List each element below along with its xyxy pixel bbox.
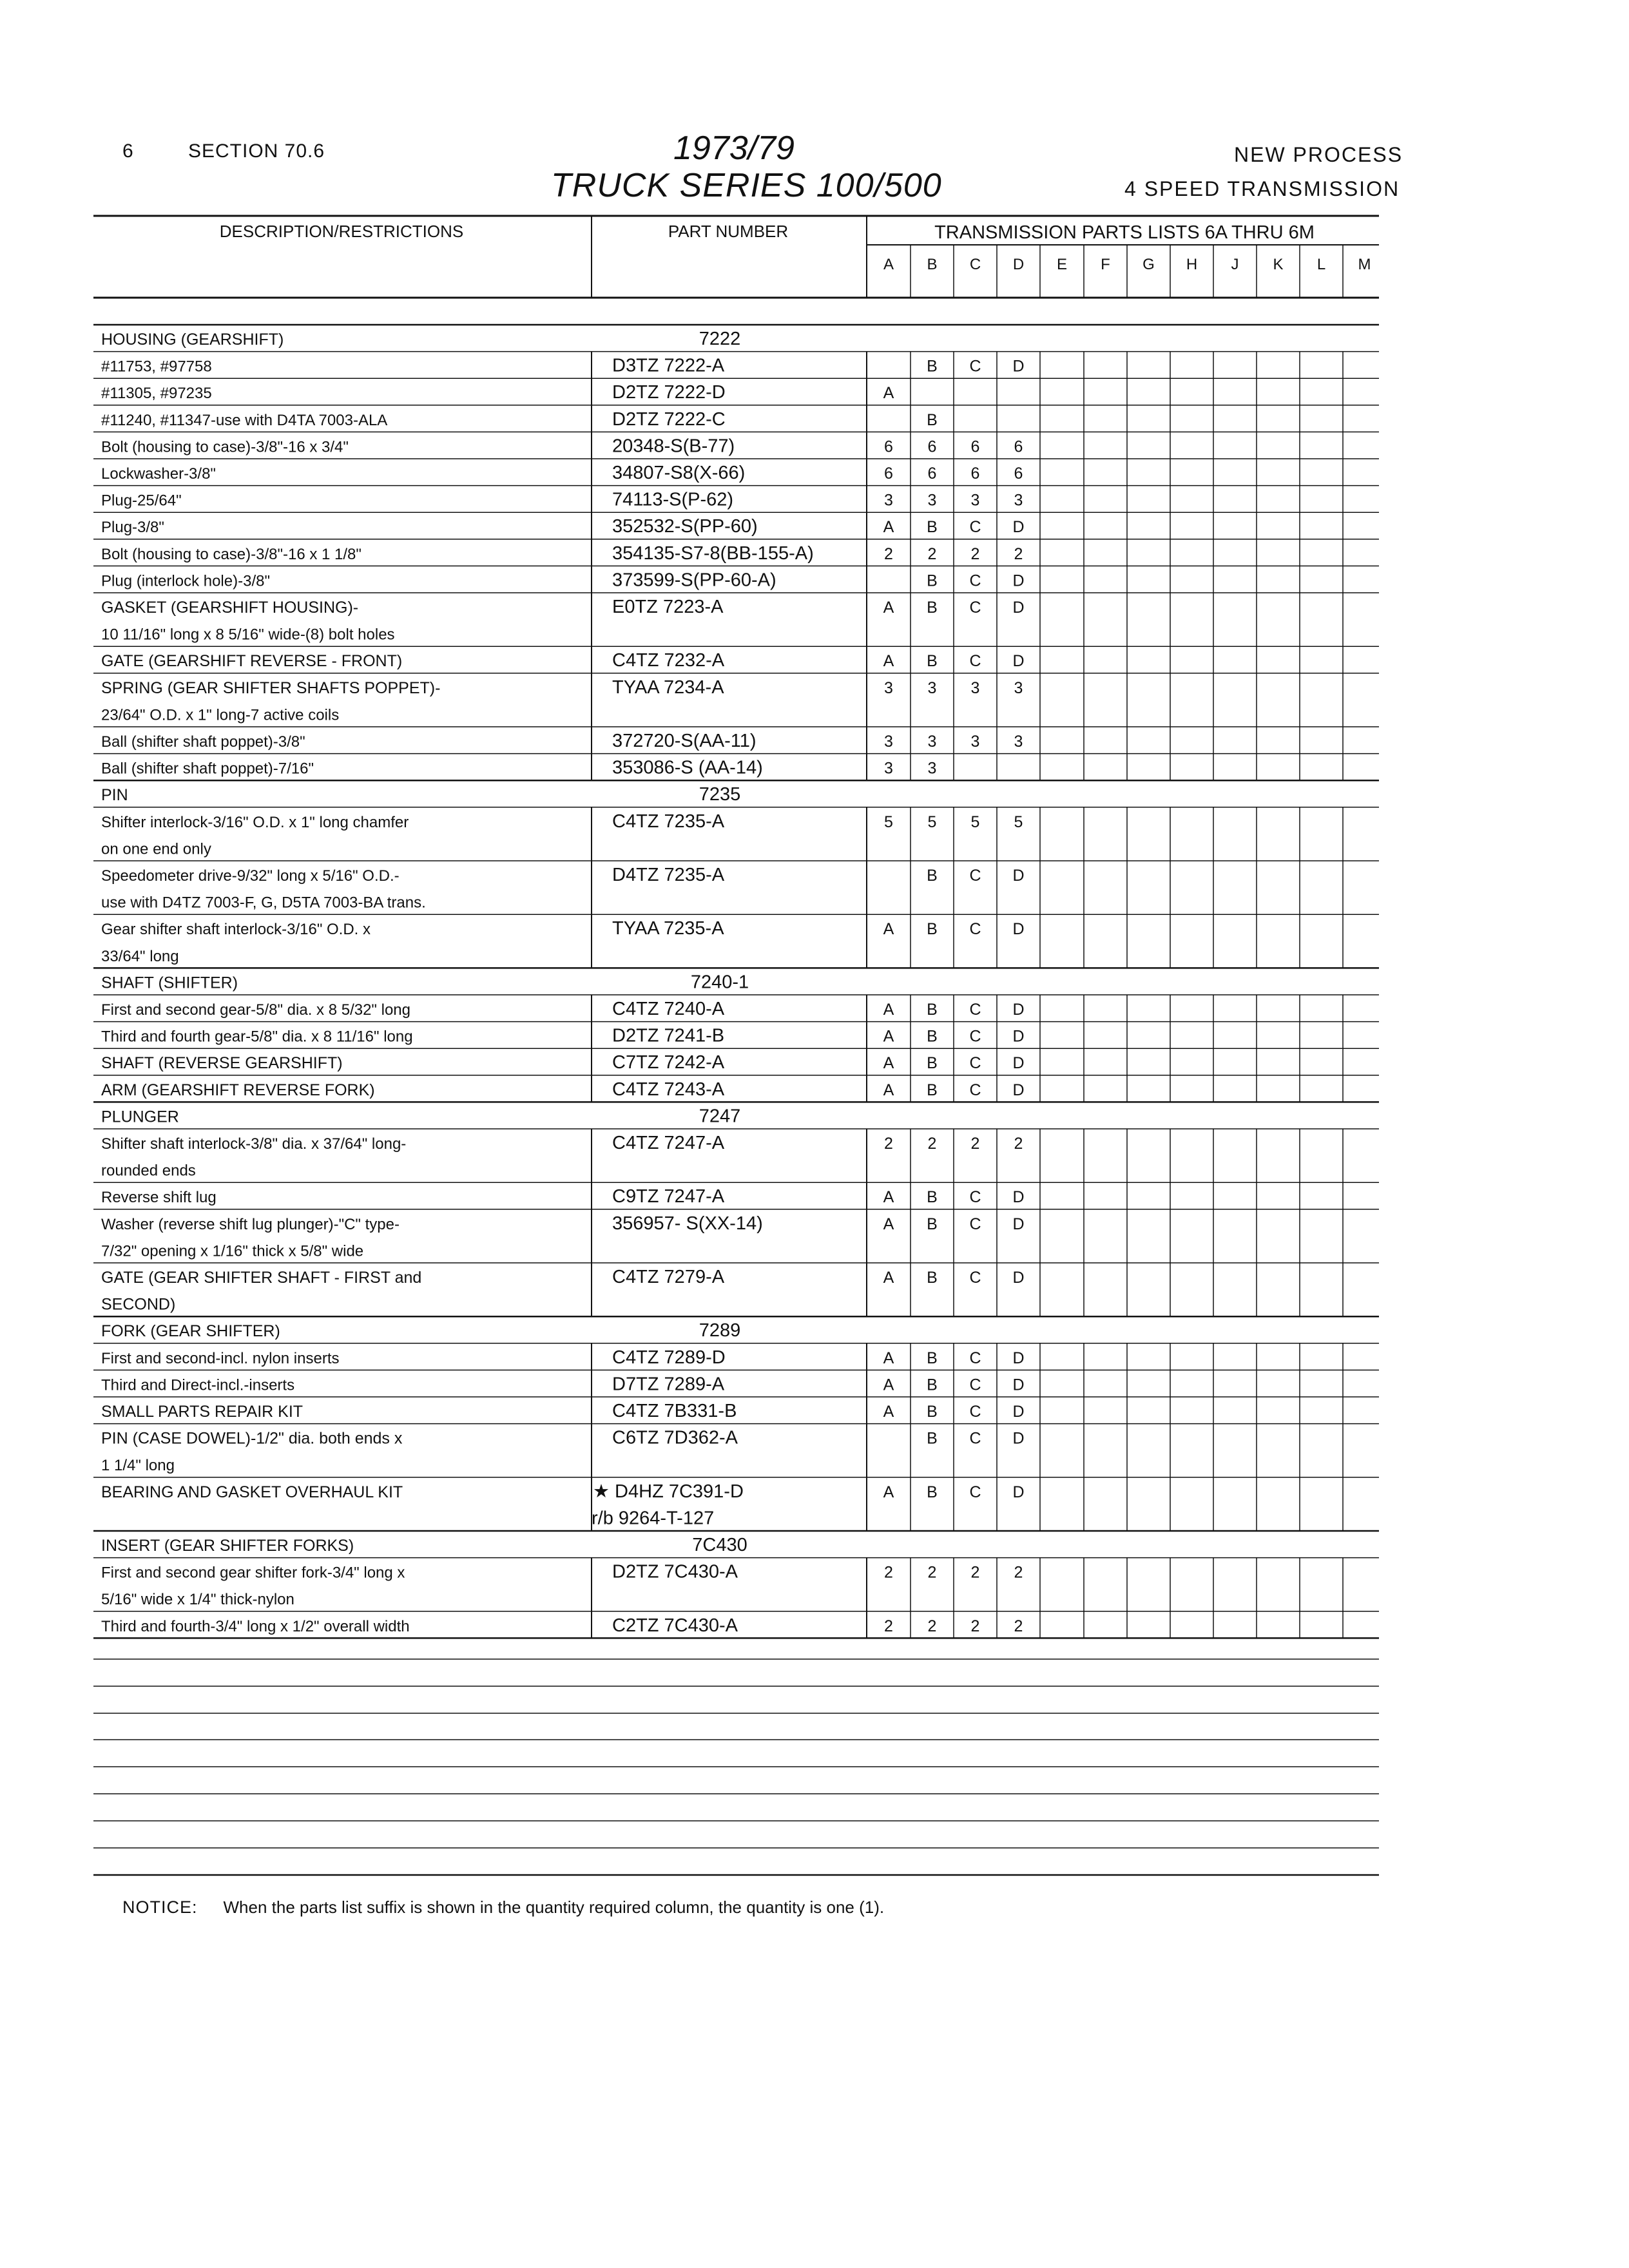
row-quantity: D <box>1012 572 1025 590</box>
row-part-number: D2TZ 7222-C <box>612 408 726 430</box>
row-description: use with D4TZ 7003-F, G, D5TA 7003-BA trans. <box>101 894 426 912</box>
notice-text: When the parts list suffix is shown in the quantity required column, the quantity is one (1). <box>223 1898 885 1917</box>
row-quantity: A <box>883 1001 894 1019</box>
row-quantity: 6 <box>1014 437 1023 456</box>
row-description: GATE (GEAR SHIFTER SHAFT - FIRST and <box>101 1269 422 1287</box>
transmission-label: 4 SPEED TRANSMISSION <box>1124 177 1400 200</box>
row-quantity: C <box>969 1269 981 1287</box>
row-description: First and second gear shifter fork-3/4" long x <box>101 1564 405 1582</box>
row-part-number: 373599-S(PP-60-A) <box>612 570 776 591</box>
row-description: #11240, #11347-use with D4TA 7003-ALA <box>101 411 388 429</box>
row-description: 33/64" long <box>101 947 179 965</box>
row-quantity: A <box>883 1081 894 1099</box>
row-quantity: 5 <box>1014 812 1023 831</box>
row-quantity: A <box>883 599 894 617</box>
row-description: 1 1/4" long <box>101 1457 175 1475</box>
row-quantity: 5 <box>927 812 937 831</box>
row-part-number: 352532-S(PP-60) <box>612 516 758 537</box>
row-quantity: D <box>1012 1054 1025 1073</box>
row-part-number: D2TZ 7222-D <box>612 382 726 403</box>
list-letter-j: J <box>1231 256 1239 273</box>
row-quantity: B <box>927 1349 938 1367</box>
row-quantity: 3 <box>884 759 893 778</box>
row-quantity: 3 <box>970 491 980 510</box>
row-quantity: B <box>927 1027 938 1046</box>
row-quantity: 6 <box>884 465 893 483</box>
row-quantity: A <box>883 1188 894 1207</box>
row-description: SHAFT (REVERSE GEARSHIFT) <box>101 1054 343 1073</box>
row-part-number: C4TZ 7279-A <box>612 1267 725 1287</box>
row-part-number: 34807-S8(X-66) <box>612 463 746 483</box>
row-quantity: B <box>927 652 938 671</box>
row-quantity: B <box>927 1188 938 1207</box>
row-part-number: C4TZ 7289-D <box>612 1347 726 1368</box>
row-quantity: D <box>1012 920 1025 939</box>
row-quantity: A <box>883 384 894 403</box>
row-quantity: D <box>1012 1429 1025 1448</box>
row-quantity: C <box>969 572 981 590</box>
list-letter-g: G <box>1142 256 1155 273</box>
row-part-number: 7235 <box>699 784 741 805</box>
row-quantity: D <box>1012 652 1025 671</box>
row-description: PIN <box>101 786 128 805</box>
row-quantity: D <box>1012 1269 1025 1287</box>
row-quantity: B <box>927 410 938 429</box>
row-quantity: 2 <box>970 544 980 563</box>
row-description: Speedometer drive-9/32" long x 5/16" O.D.- <box>101 867 400 885</box>
row-quantity: 3 <box>927 759 937 778</box>
row-description: 23/64" O.D. x 1" long-7 active coils <box>101 706 340 724</box>
row-description: Plug-3/8" <box>101 519 164 537</box>
row-quantity: A <box>883 652 894 671</box>
row-quantity: B <box>927 1001 938 1019</box>
row-quantity: B <box>927 1483 938 1501</box>
row-quantity: B <box>927 1403 938 1421</box>
row-description: Plug (interlock hole)-3/8" <box>101 572 270 590</box>
list-letter-a: A <box>883 256 894 273</box>
row-quantity: C <box>969 652 981 671</box>
row-quantity: 3 <box>927 678 937 697</box>
list-letter-e: E <box>1056 256 1068 273</box>
row-quantity: A <box>883 1215 894 1233</box>
row-description: PLUNGER <box>101 1108 179 1126</box>
row-part-number: 354135-S7-8(BB-155-A) <box>612 543 814 564</box>
row-quantity: B <box>927 1081 938 1099</box>
row-part-number: D7TZ 7289-A <box>612 1374 725 1395</box>
row-description: GASKET (GEARSHIFT HOUSING)- <box>101 599 359 617</box>
row-description: Plug-25/64" <box>101 492 182 510</box>
row-quantity: 6 <box>884 437 893 456</box>
row-quantity: 2 <box>884 1563 893 1582</box>
row-part-number: 372720-S(AA-11) <box>612 731 757 751</box>
row-description: on one end only <box>101 840 211 858</box>
row-description: 7/32" opening x 1/16" thick x 5/8" wide <box>101 1242 364 1260</box>
row-quantity: A <box>883 518 894 537</box>
row-description: 10 11/16" long x 8 5/16" wide-(8) bolt holes <box>101 626 395 644</box>
list-letter-m: M <box>1358 256 1371 273</box>
row-quantity: 2 <box>884 544 893 563</box>
row-quantity: A <box>883 1349 894 1367</box>
row-quantity: C <box>969 1188 981 1207</box>
row-quantity: C <box>969 1081 981 1099</box>
row-quantity: 3 <box>970 678 980 697</box>
row-description: Lockwasher-3/8" <box>101 465 216 483</box>
row-quantity: C <box>969 1001 981 1019</box>
row-quantity: C <box>969 357 981 376</box>
row-quantity: 2 <box>1014 1563 1023 1582</box>
description-header: DESCRIPTION/RESTRICTIONS <box>219 222 464 241</box>
row-part-number: D3TZ 7222-A <box>612 355 725 376</box>
part-number-header: PART NUMBER <box>668 222 789 241</box>
lists-title: TRANSMISSION PARTS LISTS 6A THRU 6M <box>934 222 1315 243</box>
row-description: HOUSING (GEARSHIFT) <box>101 331 284 349</box>
row-quantity: C <box>969 920 981 939</box>
row-part-number: E0TZ 7223-A <box>612 597 724 617</box>
row-quantity: 3 <box>927 491 937 510</box>
row-quantity: D <box>1012 867 1025 885</box>
row-quantity: A <box>883 1027 894 1046</box>
row-part-number: C4TZ 7243-A <box>612 1079 725 1100</box>
row-quantity: D <box>1012 1483 1025 1501</box>
row-quantity: D <box>1012 1027 1025 1046</box>
row-quantity: B <box>927 518 938 537</box>
row-description: First and second gear-5/8" dia. x 8 5/32" long <box>101 1001 410 1019</box>
list-letter-d: D <box>1012 256 1025 273</box>
row-quantity: D <box>1012 357 1025 376</box>
row-quantity: 2 <box>970 1563 980 1582</box>
row-part-number: C6TZ 7D362-A <box>612 1427 738 1448</box>
row-quantity: D <box>1012 518 1025 537</box>
row-quantity: 2 <box>927 544 937 563</box>
row-part-number: 356957- S(XX-14) <box>612 1213 763 1234</box>
row-quantity: C <box>969 518 981 537</box>
row-quantity: 3 <box>884 733 893 751</box>
row-part-number: r/b 9264-T-127 <box>592 1508 715 1529</box>
row-description: SHAFT (SHIFTER) <box>101 974 238 992</box>
row-quantity: 3 <box>884 491 893 510</box>
row-quantity: B <box>927 357 938 376</box>
row-description: First and second-incl. nylon inserts <box>101 1349 340 1367</box>
row-part-number: 7247 <box>699 1106 741 1127</box>
row-quantity: B <box>927 1376 938 1394</box>
row-quantity: 3 <box>1014 678 1023 697</box>
row-description: Shifter shaft interlock-3/8" dia. x 37/64" long- <box>101 1135 407 1153</box>
row-part-number: C2TZ 7C430-A <box>612 1615 738 1636</box>
row-quantity: 2 <box>884 1135 893 1153</box>
row-quantity: 3 <box>927 733 937 751</box>
row-quantity: D <box>1012 1081 1025 1099</box>
row-part-number: D2TZ 7C430-A <box>612 1561 738 1582</box>
row-description: Shifter interlock-3/16" O.D. x 1" long chamfer <box>101 813 409 831</box>
row-quantity: A <box>883 920 894 939</box>
row-description: Third and fourth-3/4" long x 1/2" overall width <box>101 1617 410 1635</box>
row-description: SPRING (GEAR SHIFTER SHAFTS POPPET)- <box>101 678 441 697</box>
section-label: SECTION 70.6 <box>188 140 325 162</box>
row-quantity: C <box>969 1027 981 1046</box>
row-quantity: B <box>927 1269 938 1287</box>
row-quantity: C <box>969 1429 981 1448</box>
row-quantity: C <box>969 1403 981 1421</box>
row-part-number: 7222 <box>699 329 741 349</box>
row-description: Reverse shift lug <box>101 1189 217 1207</box>
row-quantity: 6 <box>970 465 980 483</box>
row-part-number: C4TZ 7247-A <box>612 1133 725 1153</box>
row-part-number: D2TZ 7241-B <box>612 1025 725 1046</box>
model-years: 1973/79 <box>673 130 795 167</box>
row-quantity: 6 <box>927 437 937 456</box>
row-part-number: 7289 <box>699 1320 741 1341</box>
row-part-number: C9TZ 7247-A <box>612 1186 725 1207</box>
row-description: Washer (reverse shift lug plunger)-"C" type- <box>101 1215 400 1233</box>
row-quantity: D <box>1012 599 1025 617</box>
row-quantity: C <box>969 1054 981 1073</box>
row-description: Gear shifter shaft interlock-3/16" O.D. x <box>101 921 371 939</box>
row-quantity: 2 <box>970 1617 980 1635</box>
list-letter-f: F <box>1101 256 1110 273</box>
row-description: INSERT (GEAR SHIFTER FORKS) <box>101 1537 354 1555</box>
row-quantity: A <box>883 1054 894 1073</box>
notice-label: NOTICE: <box>122 1898 198 1917</box>
list-letter-b: B <box>927 256 938 273</box>
row-description: SMALL PARTS REPAIR KIT <box>101 1403 304 1421</box>
row-description: Bolt (housing to case)-3/8"-16 x 1 1/8" <box>101 545 361 563</box>
row-quantity: 2 <box>1014 1135 1023 1153</box>
truck-series-title: TRUCK SERIES 100/500 <box>551 167 942 204</box>
row-quantity: C <box>969 599 981 617</box>
row-quantity: D <box>1012 1403 1025 1421</box>
row-quantity: B <box>927 572 938 590</box>
row-quantity: 2 <box>927 1135 937 1153</box>
row-quantity: 6 <box>927 465 937 483</box>
list-letter-k: K <box>1273 256 1284 273</box>
row-part-number: TYAA 7235-A <box>612 918 724 939</box>
row-quantity: 6 <box>970 437 980 456</box>
row-part-number: 353086-S (AA-14) <box>612 757 763 778</box>
row-quantity: 2 <box>884 1617 893 1635</box>
list-letter-l: L <box>1316 256 1326 273</box>
process-label: NEW PROCESS <box>1234 143 1403 166</box>
row-quantity: 5 <box>970 812 980 831</box>
row-quantity: B <box>927 867 938 885</box>
row-quantity: B <box>927 1429 938 1448</box>
row-description: Third and fourth gear-5/8" dia. x 8 11/16" long <box>101 1028 413 1046</box>
row-description: #11305, #97235 <box>101 385 212 403</box>
row-part-number: 74113-S(P-62) <box>612 489 734 510</box>
row-quantity: C <box>969 867 981 885</box>
row-quantity: A <box>883 1269 894 1287</box>
row-quantity: C <box>969 1376 981 1394</box>
row-description: BEARING AND GASKET OVERHAUL KIT <box>101 1483 403 1501</box>
row-description: Third and Direct-incl.-inserts <box>101 1376 295 1394</box>
row-quantity: D <box>1012 1188 1025 1207</box>
row-description: Ball (shifter shaft poppet)-7/16" <box>101 760 314 778</box>
row-description: PIN (CASE DOWEL)-1/2" dia. both ends x <box>101 1429 403 1448</box>
row-quantity: A <box>883 1376 894 1394</box>
list-letter-c: C <box>969 256 981 273</box>
row-description: rounded ends <box>101 1162 196 1180</box>
row-quantity: B <box>927 599 938 617</box>
row-quantity: C <box>969 1215 981 1233</box>
row-description: #11753, #97758 <box>101 358 212 376</box>
row-description: SECOND) <box>101 1295 176 1314</box>
row-quantity: B <box>927 1054 938 1073</box>
row-quantity: 3 <box>970 733 980 751</box>
row-part-number: D4TZ 7235-A <box>612 865 725 885</box>
row-quantity: D <box>1012 1215 1025 1233</box>
row-part-number: C4TZ 7235-A <box>612 811 725 832</box>
row-quantity: 5 <box>884 812 893 831</box>
row-part-number: C4TZ 7B331-B <box>612 1401 737 1421</box>
page-number: 6 <box>122 140 133 162</box>
row-quantity: A <box>883 1483 894 1501</box>
row-part-number: 7C430 <box>692 1535 747 1555</box>
row-quantity: D <box>1012 1349 1025 1367</box>
row-quantity: C <box>969 1483 981 1501</box>
row-description: 5/16" wide x 1/4" thick-nylon <box>101 1591 294 1609</box>
row-quantity: A <box>883 1403 894 1421</box>
list-letter-h: H <box>1186 256 1198 273</box>
row-quantity: 3 <box>1014 733 1023 751</box>
row-quantity: 2 <box>927 1617 937 1635</box>
row-part-number: 20348-S(B-77) <box>612 436 735 457</box>
notice-footer <box>122 1898 884 1917</box>
row-quantity: 2 <box>970 1135 980 1153</box>
row-part-number: TYAA 7234-A <box>612 677 724 698</box>
row-description: GATE (GEARSHIFT REVERSE - FRONT) <box>101 652 403 671</box>
row-part-number: C4TZ 7232-A <box>612 650 725 671</box>
row-part-number: C7TZ 7242-A <box>612 1052 725 1073</box>
row-description: ARM (GEARSHIFT REVERSE FORK) <box>101 1081 375 1099</box>
row-quantity: D <box>1012 1376 1025 1394</box>
row-quantity: D <box>1012 1001 1025 1019</box>
row-quantity: 2 <box>1014 1617 1023 1635</box>
row-quantity: 6 <box>1014 465 1023 483</box>
row-part-number: C4TZ 7240-A <box>612 999 725 1019</box>
row-quantity: 2 <box>1014 544 1023 563</box>
row-quantity: 2 <box>927 1563 937 1582</box>
row-quantity: 3 <box>1014 491 1023 510</box>
row-part-number: ★ D4HZ 7C391-D <box>593 1481 744 1502</box>
row-quantity: B <box>927 920 938 939</box>
row-quantity: B <box>927 1215 938 1233</box>
row-description: Ball (shifter shaft poppet)-3/8" <box>101 733 305 751</box>
row-quantity: C <box>969 1349 981 1367</box>
row-part-number: 7240-1 <box>690 972 749 993</box>
row-quantity: 3 <box>884 678 893 697</box>
row-description: FORK (GEAR SHIFTER) <box>101 1322 280 1341</box>
row-description: Bolt (housing to case)-3/8"-16 x 3/4" <box>101 438 349 456</box>
